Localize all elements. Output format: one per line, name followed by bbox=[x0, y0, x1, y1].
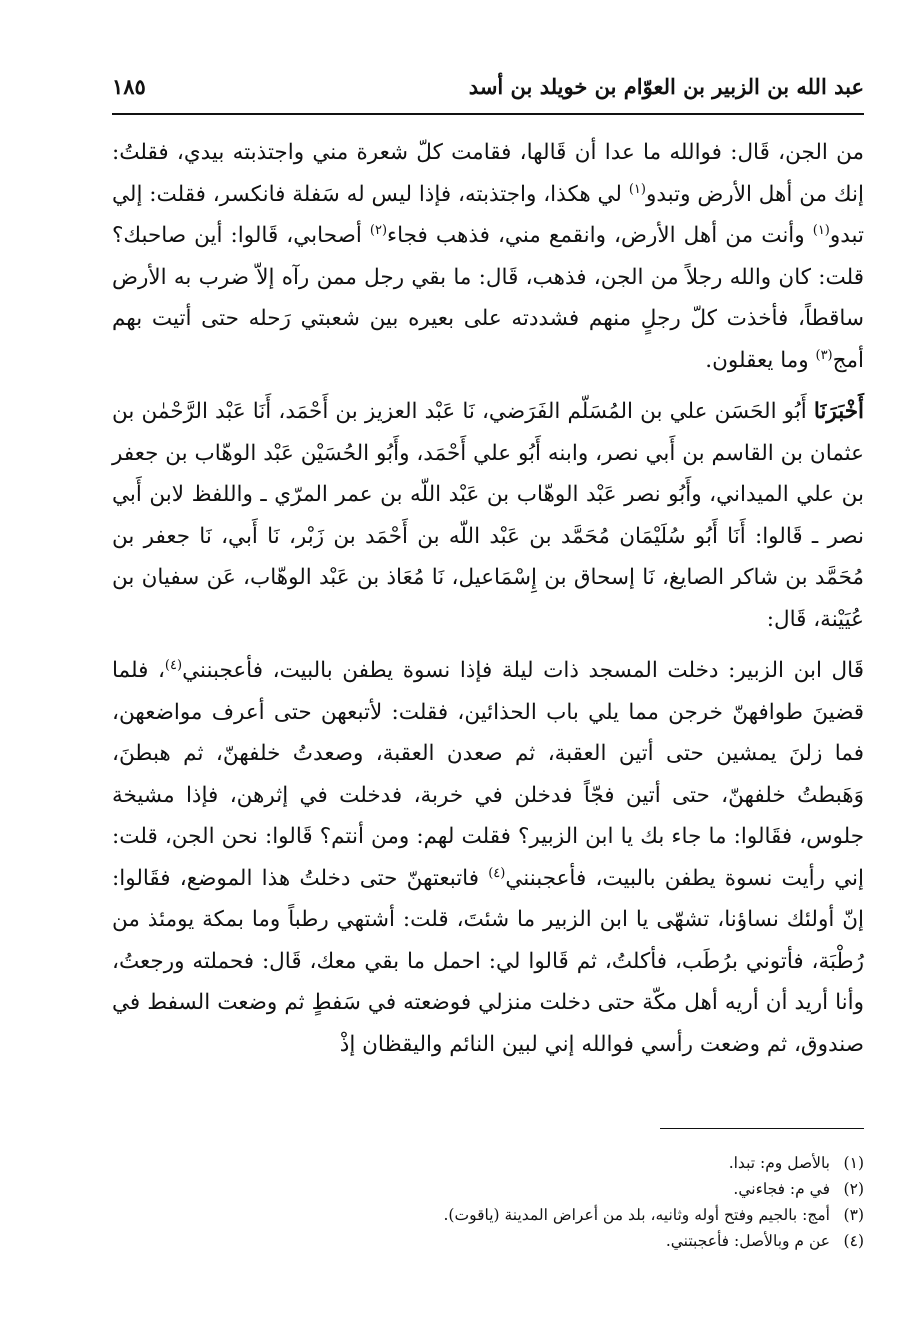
footnote-text: أمج: بالجيم وفتح أوله وثانيه، بلد من أعراض المدينة (ياقوت). bbox=[443, 1206, 830, 1224]
page-number: ١٨٥ bbox=[112, 74, 146, 99]
paragraph-1-text-d: أصحابي، قَالوا: أين صاحبك؟ قلت: كان والله رجلاً من الجن، فذهب، قَال: ما بقي رجل ممن رآه إلاّ ضرب به الأرض ساقطاً، فأخذت كلّ رجلٍ منهم فشددته على بعيره بين شعبتي رَحله حتى أتيت بهم أمج bbox=[112, 223, 864, 373]
footnote-number: (٢) bbox=[843, 1180, 864, 1198]
footnote-ref-3: (٣) bbox=[815, 347, 833, 363]
paragraph-2-text: أَبُو الحَسَن علي بن المُسَلّم الفَرَضي، نَا عَبْد العزيز بن أَحْمَد، أَنَا عَبْد الرَّحْمٰن بن عثمان بن القاسم بن أَبي نصر، وابنه أَبُو علي أَحْمَد، وأَبُو الحُسَيْن عَبْد الوهّاب بن جعفر بن علي الميداني، وأَبُو نصر عَبْد الوهّاب بن عَبْد اللّه بن عمر المرّي ـ واللفظ لابن أَبي نصر ـ قَالوا: أَنَا أَبُو سُلَيْمَان مُحَمَّد بن عَبْد اللّه بن أَحْمَد بن زَبْر، نَا أَبي، نَا جعفر بن مُحَمَّد بن شاكر الصايغ، نَا إسحاق بن إِسْمَاعيل، نَا مُعَاذ بن عَبْد الوهّاب، عَن سفيان بن عُيَيْنة، قَال: bbox=[112, 399, 864, 632]
main-text bbox=[112, 132, 864, 1065]
footnote-ref-4: (٤) bbox=[488, 865, 506, 881]
paragraph-2-isnad bbox=[112, 391, 864, 640]
footnote-rule bbox=[660, 1128, 864, 1129]
paragraph-1-text-b: لي هكذا، واجتذبته، فإذا ليس له سَفلة فانكسر، فقلت: إلي تبدو bbox=[112, 181, 865, 248]
footnote-text: في م: فجاءني. bbox=[733, 1180, 830, 1198]
paragraph-3 bbox=[112, 650, 864, 1065]
footnote-ref-2: (٢) bbox=[369, 222, 388, 238]
footnote-text: بالأصل وم: تبدا. bbox=[728, 1154, 830, 1172]
paragraph-1 bbox=[112, 132, 864, 381]
footnote-4 bbox=[112, 1228, 864, 1254]
footnotes bbox=[112, 1150, 864, 1254]
paragraph-3-text-c: فاتبعتهنّ حتى دخلتُ هذا الموضع، فقَالوا: إنّ أولئك نساؤنا، تشهّى يا ابن الزبير ما شئتَ، قلت: أشتهي رطباً وما بمكة يومئذ من رُطْبَة، فأتوني برُطَب، فأكلتُ، ثم قَالوا لي: احمل ما بقي معك، قَال: فحملته ورجعتُ، وأنا أريد أن أريه أهل مكّة حتى دخلت منزلي فوضعته في سَفطٍ ثم وضعت السفط في صندوق، ثم وضعت رأسي فوالله إني لبين النائم واليقظان إذْ bbox=[112, 865, 864, 1057]
paragraph-3-text-a: قَال ابن الزبير: دخلت المسجد ذات ليلة فإذا نسوة يطفن بالبيت، فأعجبنني bbox=[182, 658, 864, 683]
footnote-ref-4: (٤) bbox=[164, 657, 183, 673]
footnote-number: (٣) bbox=[843, 1206, 864, 1224]
running-head bbox=[112, 70, 864, 110]
paragraph-3-text-b: ، فلما قضينَ طوافهنّ خرجن مما يلي باب الحذائين، فقلت: لأتبعهن حتى أعرف مواضعهن، فما زلنَ يمشين حتى أتين العقبة، ثم صعدن العقبة، وصعدتُ خلفهنّ، ثم هبطنَ، وَهَبطتُ خلفهنّ، حتى أتين فجّاً فدخلن في خربة، فدخلت في إثرهن، فإذا مشيخة جلوس، فقَالوا: ما جاء بك يا ابن الزبير؟ فقلت لهم: ومن أنتم؟ قَالوا: نحن الجن، قلت: إني رأيت نسوة يطفن بالبيت، فأعجبنني bbox=[112, 658, 865, 891]
running-title: عبد الله بن الزبير بن العوّام بن خويلد بن أسد bbox=[468, 74, 864, 99]
footnote-2 bbox=[112, 1176, 864, 1202]
footnote-number: (١) bbox=[843, 1154, 864, 1172]
paragraph-1-text-a: من الجن، قَال: فوالله ما عدا أن قَالها، فقامت كلّ شعرة مني واجتذبته بيدي، فقلتُ: إنك من أهل الأرض وتبدو bbox=[112, 140, 864, 207]
footnote-3 bbox=[112, 1202, 864, 1228]
footnote-text: عن م وبالأصل: فأعجبتني. bbox=[665, 1232, 830, 1250]
footnote-1 bbox=[112, 1150, 864, 1176]
footnote-ref-1: (١) bbox=[812, 222, 830, 238]
header-rule bbox=[112, 113, 864, 115]
paragraph-1-text-e: وما يعقلون. bbox=[705, 347, 816, 373]
paragraph-1-text-c: وأنت من أهل الأرض، وانقمع مني، فذهب فجاء bbox=[387, 223, 813, 248]
footnote-number: (٤) bbox=[843, 1232, 864, 1250]
lead-word: أَخْبَرَنَا bbox=[813, 399, 864, 424]
footnote-ref-1: (١) bbox=[628, 181, 646, 197]
